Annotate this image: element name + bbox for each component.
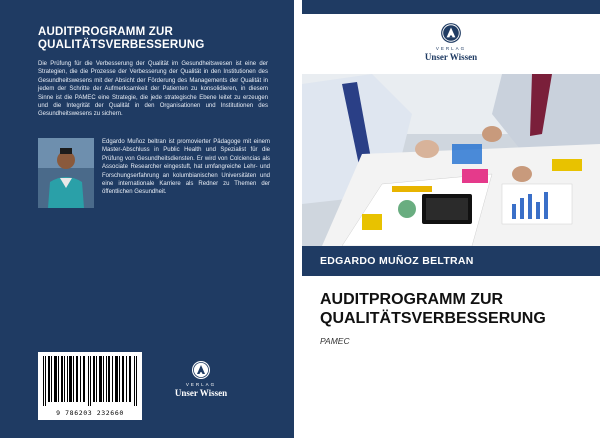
book-subtitle: PAMEC bbox=[320, 336, 350, 346]
book-title: AUDITPROGRAMM ZUR QUALITÄTSVERBESSERUNG bbox=[320, 291, 546, 327]
back-cover-title: AUDITPROGRAMM ZUR QUALITÄTSVERBESSERUNG bbox=[38, 26, 205, 51]
back-cover bbox=[0, 0, 294, 438]
barcode-bars bbox=[43, 356, 137, 406]
barcode-number: 9 786203 232660 bbox=[56, 409, 124, 417]
publisher-emblem-icon bbox=[191, 360, 211, 380]
barcode bbox=[38, 352, 142, 420]
spine bbox=[294, 0, 302, 438]
back-cover-description: Die Prüfung für die Verbesserung der Qualität im Gesundheitswesen ist eine der Strategien, die die Prozesse der Verbesserung der Qualität in den Institutionen des Gesundheitswesens mit der Absicht der Förderung des Managements der Qualität in jedem der Schritte der Aufmerksamkeit der Patienten zu konsolidieren, in diesem Sinne ist die PAMEC eine Strategie, die jede strategische Ebene leitet zu erzeugen und die Integrität der Qualität in den Organisationen und Institutionen des Gesundheitswesens zu sichern. bbox=[38, 61, 268, 118]
publisher-name: Unser Wissen bbox=[424, 52, 478, 62]
author-name: EDGARDO MUÑOZ BELTRAN bbox=[320, 255, 474, 267]
front-top-band bbox=[302, 0, 600, 14]
publisher-emblem-icon bbox=[440, 22, 462, 44]
author-bio: Edgardo Muñoz beltran ist promovierter Pädagoge mit einem Master-Abschluss in Public Health und Spezialist für die Prüfung von Gesundheitsdiensten. Er wird von Colciencias als Associate Researcher eingestuft, hat umfangreiche Lehr- und Forschungserfahrung an kolumbianischen Universitäten und eine internationale Karriere als Redner zu Themen der öffentlichen Gesundheit. bbox=[102, 139, 270, 196]
author-band bbox=[302, 246, 600, 276]
publisher-name: Unser Wissen bbox=[174, 388, 228, 398]
publisher-verlag-label: VERLAG bbox=[185, 382, 217, 387]
front-publisher-logo bbox=[302, 22, 600, 62]
cover-photo bbox=[302, 74, 600, 246]
back-publisher-logo bbox=[166, 360, 236, 398]
publisher-verlag-label: VERLAG bbox=[435, 46, 467, 51]
author-photo bbox=[38, 138, 94, 208]
front-cover bbox=[302, 0, 600, 438]
